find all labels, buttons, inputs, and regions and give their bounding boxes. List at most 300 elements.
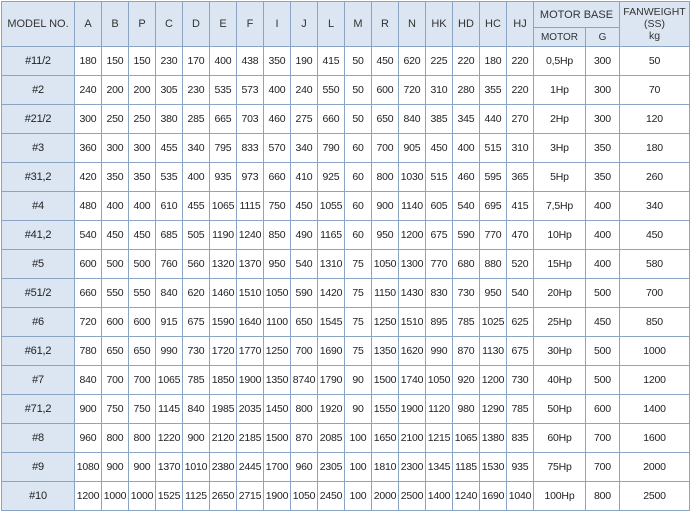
table-cell: 2380 — [210, 453, 237, 482]
table-cell: 0,5Hp — [534, 47, 586, 76]
fanweight-unit: kg — [648, 30, 661, 42]
table-cell: 570 — [264, 134, 291, 163]
table-cell: 1350 — [372, 337, 399, 366]
table-cell: 920 — [453, 366, 480, 395]
table-cell: 490 — [291, 221, 318, 250]
table-cell: 935 — [507, 453, 534, 482]
table-cell: 960 — [75, 424, 102, 453]
table-cell: 1130 — [480, 337, 507, 366]
table-cell: 1690 — [480, 482, 507, 511]
table-cell: 450 — [372, 47, 399, 76]
table-row — [2, 221, 690, 250]
table-row — [2, 192, 690, 221]
table-cell: 25Hp — [534, 308, 586, 337]
table-cell: 700 — [291, 337, 318, 366]
table-cell: 1240 — [237, 221, 264, 250]
table-cell: 700 — [102, 366, 129, 395]
table-cell: 680 — [453, 250, 480, 279]
table-cell: 770 — [426, 250, 453, 279]
table-cell: 10Hp — [534, 221, 586, 250]
header-row — [2, 2, 690, 28]
table-row — [2, 337, 690, 366]
table-cell: 1700 — [264, 453, 291, 482]
table-cell: 1420 — [318, 279, 345, 308]
table-cell: 1150 — [372, 279, 399, 308]
table-cell: 973 — [237, 163, 264, 192]
table-cell: 650 — [129, 337, 156, 366]
table-cell: 350 — [586, 134, 620, 163]
table-cell: 830 — [426, 279, 453, 308]
table-cell: 1690 — [318, 337, 345, 366]
table-cell: 1400 — [620, 395, 690, 424]
table-cell: 1810 — [372, 453, 399, 482]
table-cell: 450 — [129, 221, 156, 250]
table-cell: 620 — [183, 279, 210, 308]
table-cell: 305 — [156, 76, 183, 105]
table-cell: 170 — [183, 47, 210, 76]
table-cell: 675 — [426, 221, 453, 250]
table-cell: 1125 — [183, 482, 210, 511]
table-cell: 1145 — [156, 395, 183, 424]
table-row — [2, 163, 690, 192]
table-row — [2, 424, 690, 453]
model-cell: #11/2 — [2, 47, 75, 76]
table-cell: 1510 — [237, 279, 264, 308]
table-cell: 750 — [264, 192, 291, 221]
table-cell: 1080 — [75, 453, 102, 482]
table-cell: 590 — [453, 221, 480, 250]
table-cell: 1065 — [210, 192, 237, 221]
table-cell: 280 — [453, 76, 480, 105]
table-cell: 225 — [426, 47, 453, 76]
table-cell: 785 — [507, 395, 534, 424]
table-cell: 750 — [129, 395, 156, 424]
table-cell: 340 — [183, 134, 210, 163]
table-cell: 1050 — [426, 366, 453, 395]
table-cell: 275 — [291, 105, 318, 134]
table-cell: 150 — [102, 47, 129, 76]
col-header-dim: A — [75, 2, 102, 47]
table-cell: 2300 — [399, 453, 426, 482]
table-cell: 1790 — [318, 366, 345, 395]
table-cell: 785 — [183, 366, 210, 395]
table-cell: 1850 — [210, 366, 237, 395]
table-cell: 75 — [345, 250, 372, 279]
model-cell: #2 — [2, 76, 75, 105]
col-header-dim: I — [264, 2, 291, 47]
table-cell: 380 — [156, 105, 183, 134]
table-cell: 900 — [372, 192, 399, 221]
table-cell: 520 — [507, 250, 534, 279]
table-cell: 1370 — [237, 250, 264, 279]
table-cell: 795 — [210, 134, 237, 163]
table-cell: 350 — [586, 163, 620, 192]
table-cell: 1120 — [426, 395, 453, 424]
table-cell: 300 — [586, 105, 620, 134]
table-cell: 1215 — [426, 424, 453, 453]
table-cell: 660 — [318, 105, 345, 134]
table-cell: 200 — [129, 76, 156, 105]
table-cell: 540 — [453, 192, 480, 221]
spec-table — [1, 1, 690, 511]
table-cell: 790 — [318, 134, 345, 163]
table-cell: 595 — [480, 163, 507, 192]
table-cell: 15Hp — [534, 250, 586, 279]
table-cell: 1200 — [620, 366, 690, 395]
model-cell: #6 — [2, 308, 75, 337]
table-row — [2, 47, 690, 76]
table-cell: 1900 — [264, 482, 291, 511]
table-cell: 240 — [291, 76, 318, 105]
table-cell: 300 — [129, 134, 156, 163]
table-cell: 400 — [102, 192, 129, 221]
col-header-fanweight — [620, 2, 690, 47]
table-cell: 60 — [345, 134, 372, 163]
table-cell: 1115 — [237, 192, 264, 221]
table-cell: 760 — [156, 250, 183, 279]
col-header-dim: C — [156, 2, 183, 47]
table-cell: 2035 — [237, 395, 264, 424]
table-cell: 60Hp — [534, 424, 586, 453]
table-cell: 535 — [210, 76, 237, 105]
table-cell: 438 — [237, 47, 264, 76]
table-cell: 840 — [75, 366, 102, 395]
table-cell: 1000 — [129, 482, 156, 511]
table-cell: 720 — [75, 308, 102, 337]
table-cell: 50Hp — [534, 395, 586, 424]
table-cell: 605 — [426, 192, 453, 221]
model-cell: #10 — [2, 482, 75, 511]
table-cell: 535 — [156, 163, 183, 192]
table-row — [2, 308, 690, 337]
table-cell: 500 — [129, 250, 156, 279]
table-cell: 150 — [129, 47, 156, 76]
table-cell: 573 — [237, 76, 264, 105]
col-header-dim: M — [345, 2, 372, 47]
table-cell: 950 — [480, 279, 507, 308]
table-cell: 1650 — [372, 424, 399, 453]
table-cell: 40Hp — [534, 366, 586, 395]
table-cell: 905 — [399, 134, 426, 163]
table-cell: 1320 — [210, 250, 237, 279]
table-cell: 1050 — [264, 279, 291, 308]
table-row — [2, 76, 690, 105]
col-header-g: G — [586, 28, 620, 47]
table-cell: 880 — [480, 250, 507, 279]
table-cell: 1500 — [264, 424, 291, 453]
table-cell: 1100 — [264, 308, 291, 337]
table-cell: 800 — [102, 424, 129, 453]
table-cell: 700 — [129, 366, 156, 395]
table-cell: 100 — [345, 424, 372, 453]
table-cell: 340 — [291, 134, 318, 163]
table-cell: 500 — [586, 279, 620, 308]
table-cell: 230 — [183, 76, 210, 105]
table-cell: 470 — [507, 221, 534, 250]
table-cell: 2305 — [318, 453, 345, 482]
table-cell: 1300 — [399, 250, 426, 279]
table-cell: 720 — [399, 76, 426, 105]
table-cell: 385 — [426, 105, 453, 134]
table-cell: 780 — [75, 337, 102, 366]
table-cell: 540 — [75, 221, 102, 250]
table-cell: 260 — [620, 163, 690, 192]
table-cell: 1185 — [453, 453, 480, 482]
table-cell: 925 — [318, 163, 345, 192]
model-cell: #21/2 — [2, 105, 75, 134]
table-cell: 90 — [345, 395, 372, 424]
table-cell: 1140 — [399, 192, 426, 221]
table-cell: 400 — [586, 192, 620, 221]
table-cell: 75Hp — [534, 453, 586, 482]
table-cell: 2445 — [237, 453, 264, 482]
table-row — [2, 105, 690, 134]
table-cell: 450 — [291, 192, 318, 221]
table-cell: 8740 — [291, 366, 318, 395]
table-cell: 1620 — [399, 337, 426, 366]
table-cell: 2085 — [318, 424, 345, 453]
table-cell: 1500 — [372, 366, 399, 395]
table-cell: 515 — [480, 134, 507, 163]
table-cell: 220 — [507, 47, 534, 76]
table-cell: 2500 — [399, 482, 426, 511]
table-cell: 355 — [480, 76, 507, 105]
table-cell: 665 — [210, 105, 237, 134]
table-cell: 220 — [453, 47, 480, 76]
table-cell: 515 — [426, 163, 453, 192]
table-cell: 980 — [453, 395, 480, 424]
table-cell: 695 — [480, 192, 507, 221]
table-cell: 400 — [586, 250, 620, 279]
table-cell: 50 — [345, 105, 372, 134]
table-cell: 400 — [453, 134, 480, 163]
model-cell: #3 — [2, 134, 75, 163]
table-cell: 420 — [75, 163, 102, 192]
table-cell: 870 — [291, 424, 318, 453]
table-cell: 455 — [156, 134, 183, 163]
table-cell: 2Hp — [534, 105, 586, 134]
table-cell: 915 — [156, 308, 183, 337]
table-cell: 7,5Hp — [534, 192, 586, 221]
table-cell: 730 — [507, 366, 534, 395]
table-cell: 540 — [507, 279, 534, 308]
table-row — [2, 366, 690, 395]
table-cell: 700 — [586, 453, 620, 482]
table-cell: 120 — [620, 105, 690, 134]
table-cell: 90 — [345, 366, 372, 395]
table-cell: 350 — [264, 47, 291, 76]
model-cell: #8 — [2, 424, 75, 453]
table-cell: 935 — [210, 163, 237, 192]
model-cell: #41,2 — [2, 221, 75, 250]
table-cell: 1000 — [620, 337, 690, 366]
table-cell: 1200 — [75, 482, 102, 511]
table-cell: 75 — [345, 308, 372, 337]
table-cell: 350 — [129, 163, 156, 192]
table-cell: 220 — [507, 76, 534, 105]
table-row — [2, 395, 690, 424]
table-cell: 1720 — [210, 337, 237, 366]
table-cell: 550 — [318, 76, 345, 105]
table-cell: 650 — [291, 308, 318, 337]
table-cell: 1590 — [210, 308, 237, 337]
model-cell: #7 — [2, 366, 75, 395]
table-body — [2, 47, 690, 511]
table-cell: 300 — [102, 134, 129, 163]
table-cell: 505 — [183, 221, 210, 250]
table-cell: 415 — [318, 47, 345, 76]
table-cell: 410 — [291, 163, 318, 192]
table-cell: 1770 — [237, 337, 264, 366]
table-cell: 2500 — [620, 482, 690, 511]
table-cell: 190 — [291, 47, 318, 76]
table-cell: 1250 — [264, 337, 291, 366]
table-cell: 1900 — [399, 395, 426, 424]
table-cell: 770 — [480, 221, 507, 250]
table-cell: 1430 — [399, 279, 426, 308]
table-cell: 610 — [156, 192, 183, 221]
table-cell: 500 — [586, 337, 620, 366]
table-cell: 1290 — [480, 395, 507, 424]
table-cell: 450 — [586, 308, 620, 337]
table-cell: 990 — [426, 337, 453, 366]
table-cell: 450 — [426, 134, 453, 163]
table-cell: 1525 — [156, 482, 183, 511]
table-cell: 800 — [372, 163, 399, 192]
table-cell: 1190 — [210, 221, 237, 250]
table-cell: 310 — [426, 76, 453, 105]
table-cell: 250 — [102, 105, 129, 134]
table-cell: 2650 — [210, 482, 237, 511]
table-cell: 3Hp — [534, 134, 586, 163]
table-cell: 70 — [620, 76, 690, 105]
table-row — [2, 134, 690, 163]
col-header-motor-base: MOTOR BASE — [534, 2, 620, 28]
table-cell: 1545 — [318, 308, 345, 337]
table-cell: 1000 — [102, 482, 129, 511]
table-cell: 1200 — [480, 366, 507, 395]
table-cell: 850 — [264, 221, 291, 250]
table-cell: 180 — [620, 134, 690, 163]
table-cell: 5Hp — [534, 163, 586, 192]
table-cell: 50 — [620, 47, 690, 76]
table-cell: 60 — [345, 221, 372, 250]
table-cell: 1065 — [156, 366, 183, 395]
col-header-model: MODEL NO. — [2, 2, 75, 47]
table-cell: 450 — [620, 221, 690, 250]
table-cell: 1740 — [399, 366, 426, 395]
table-cell: 50 — [345, 47, 372, 76]
table-cell: 840 — [156, 279, 183, 308]
table-cell: 20Hp — [534, 279, 586, 308]
table-cell: 455 — [183, 192, 210, 221]
table-row — [2, 453, 690, 482]
table-cell: 400 — [129, 192, 156, 221]
table-cell: 350 — [102, 163, 129, 192]
table-cell: 1065 — [453, 424, 480, 453]
table-cell: 500 — [102, 250, 129, 279]
table-cell: 415 — [507, 192, 534, 221]
table-cell: 270 — [507, 105, 534, 134]
table-cell: 900 — [75, 395, 102, 424]
table-cell: 1900 — [237, 366, 264, 395]
col-header-dim: D — [183, 2, 210, 47]
model-cell: #31,2 — [2, 163, 75, 192]
table-cell: 2000 — [372, 482, 399, 511]
table-cell: 990 — [156, 337, 183, 366]
col-header-dim: J — [291, 2, 318, 47]
table-cell: 550 — [129, 279, 156, 308]
table-cell: 400 — [210, 47, 237, 76]
table-cell: 840 — [399, 105, 426, 134]
table-cell: 1460 — [210, 279, 237, 308]
table-cell: 100 — [345, 482, 372, 511]
table-cell: 250 — [129, 105, 156, 134]
fanweight-label: FANWEIGHT — [623, 6, 686, 18]
model-cell: #61,2 — [2, 337, 75, 366]
model-cell: #5 — [2, 250, 75, 279]
table-cell: 100 — [345, 453, 372, 482]
fanweight-material: (SS) — [644, 18, 665, 30]
table-cell: 1240 — [453, 482, 480, 511]
table-cell: 480 — [75, 192, 102, 221]
table-cell: 100Hp — [534, 482, 586, 511]
table-cell: 340 — [620, 192, 690, 221]
table-cell: 2185 — [237, 424, 264, 453]
col-header-dim: HD — [453, 2, 480, 47]
table-cell: 650 — [372, 105, 399, 134]
table-cell: 440 — [480, 105, 507, 134]
table-cell: 895 — [426, 308, 453, 337]
table-cell: 700 — [586, 424, 620, 453]
table-cell: 960 — [291, 453, 318, 482]
table-row — [2, 279, 690, 308]
table-cell: 1220 — [156, 424, 183, 453]
table-cell: 1600 — [620, 424, 690, 453]
col-header-dim: F — [237, 2, 264, 47]
table-cell: 785 — [453, 308, 480, 337]
table-cell: 75 — [345, 279, 372, 308]
table-cell: 1Hp — [534, 76, 586, 105]
table-cell: 180 — [75, 47, 102, 76]
table-cell: 600 — [75, 250, 102, 279]
table-cell: 460 — [453, 163, 480, 192]
table-cell: 30Hp — [534, 337, 586, 366]
table-cell: 833 — [237, 134, 264, 163]
table-cell: 400 — [264, 76, 291, 105]
table-cell: 1450 — [264, 395, 291, 424]
table-cell: 300 — [586, 47, 620, 76]
table-cell: 1165 — [318, 221, 345, 250]
table-cell: 600 — [372, 76, 399, 105]
table-cell: 1200 — [399, 221, 426, 250]
table-cell: 365 — [507, 163, 534, 192]
col-header-dim: E — [210, 2, 237, 47]
table-cell: 730 — [453, 279, 480, 308]
table-cell: 870 — [453, 337, 480, 366]
table-cell: 700 — [620, 279, 690, 308]
table-cell: 75 — [345, 337, 372, 366]
table-cell: 590 — [291, 279, 318, 308]
table-cell: 1025 — [480, 308, 507, 337]
table-cell: 600 — [129, 308, 156, 337]
table-cell: 1310 — [318, 250, 345, 279]
table-cell: 703 — [237, 105, 264, 134]
table-cell: 180 — [480, 47, 507, 76]
table-cell: 800 — [129, 424, 156, 453]
table-cell: 560 — [183, 250, 210, 279]
table-cell: 285 — [183, 105, 210, 134]
